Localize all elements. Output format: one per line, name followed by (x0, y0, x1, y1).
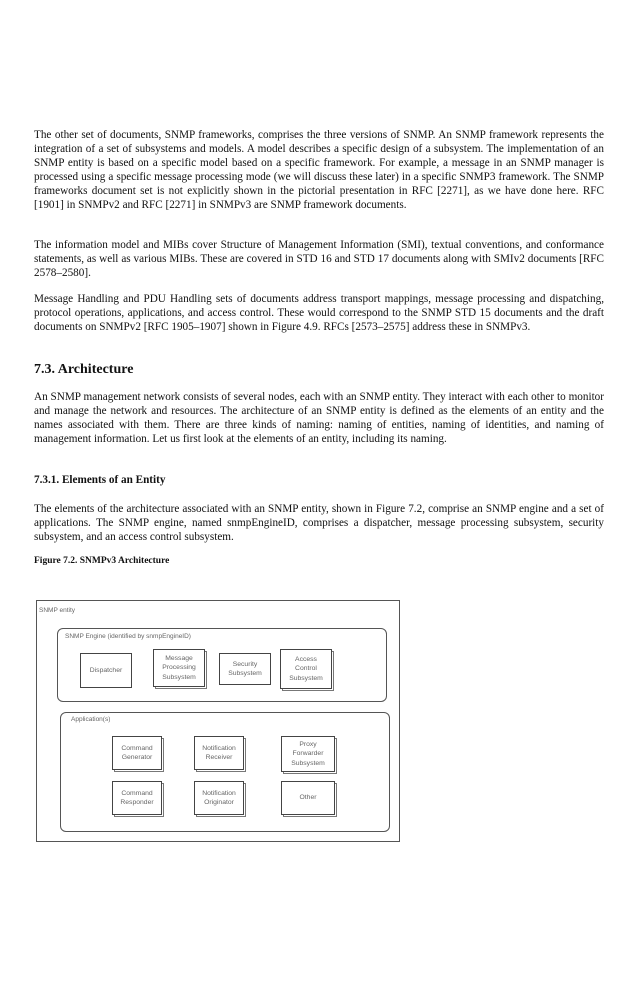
paragraph-message-handling: Message Handling and PDU Handling sets of documents address transport mappings, message processing and dispatching, protocol operations, applications, and access control. These would correspond to the SNMP STD 15 documents and the draft documents on SNMPv2 [RFC 1905–1907] shown in Figure 4.9. RFCs [2573–2575] address these in SNMPv3. (34, 293, 604, 333)
snmp-engine-label: SNMP Engine (identified by snmpEngineID) (65, 633, 191, 640)
dispatcher-box: Dispatcher (80, 653, 132, 688)
snmp-entity-label: SNMP entity (39, 607, 76, 614)
paragraph-architecture-elements: The elements of the architecture associated with an SNMP entity, shown in Figure 7.2, comprise an SNMP engine and a set of applications. The SNMP engine, named snmpEngineID, comprises a dispatcher, message processing subsystem, security subsystem, and an access control subsystem. (34, 503, 604, 543)
paragraph-information-model: The information model and MIBs cover Structure of Management Information (SMI), textual conventions, and conformance statements, as well as various MIBs. These are covered in STD 16 and STD 17 documents along with SMIv2 documents [RFC 2578–2580]. (34, 239, 604, 279)
notification-originator-box: Notification Originator (194, 781, 244, 815)
applications-label: Application(s) (71, 716, 111, 723)
section-heading-architecture: 7.3. Architecture (34, 362, 134, 377)
snmpv3-architecture-figure (36, 600, 400, 842)
command-generator-box: Command Generator (112, 736, 162, 770)
access-control-subsystem-box: Access Control Subsystem (280, 649, 332, 689)
paragraph-management-network: An SNMP management network consists of several nodes, each with an SNMP entity. They interact with each other to monitor and manage the network and resources. The architecture of an SNMP entity is defined as the elements of an entity and the names associated with them. There are three kinds of naming: naming of entities, naming of identities, and naming of management information. Let us first look at the elements of an entity, including its naming. (34, 391, 604, 445)
security-subsystem-box: Security Subsystem (219, 653, 271, 685)
notification-receiver-box: Notification Receiver (194, 736, 244, 770)
command-responder-box: Command Responder (112, 781, 162, 815)
message-processing-subsystem-box: Message Processing Subsystem (153, 649, 205, 687)
paragraph-snmp-frameworks: The other set of documents, SNMP frameworks, comprises the three versions of SNMP. An SNMP framework represents the integration of a set of subsystems and models. A model describes a specific design of a subsystem. The implementation of an SNMP entity is based on a specific model based on a specific framework. For example, a message in an SNMP manager is processed using a specific message processing mode (we will discuss these later) in a specific SNMP3 framework. The SNMP frameworks document set is not explicitly shown in the pictorial presentation in RFC [2271], as we have done here. RFC [1901] in SNMPv2 and RFC [2271] in SNMPv3 are SNMP framework documents. (34, 129, 604, 211)
subsection-heading-elements: 7.3.1. Elements of an Entity (34, 474, 166, 486)
other-application-box: Other (281, 781, 335, 815)
figure-caption: Figure 7.2. SNMPv3 Architecture (34, 556, 170, 566)
proxy-forwarder-box: Proxy Forwarder Subsystem (281, 736, 335, 772)
